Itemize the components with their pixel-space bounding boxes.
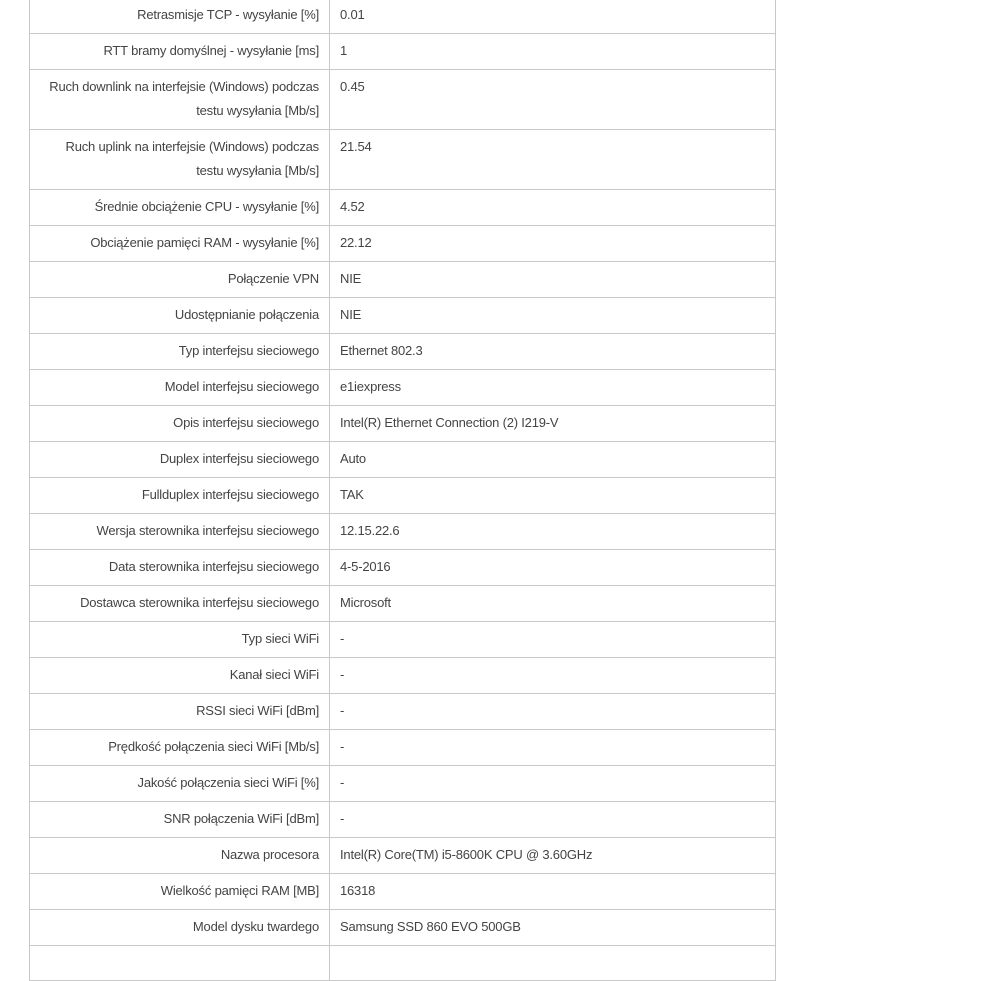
table-row bbox=[30, 406, 776, 442]
table-row bbox=[30, 658, 776, 694]
table-row bbox=[30, 370, 776, 406]
table-row bbox=[30, 334, 776, 370]
row-label: Dostawca sterownika interfejsu sieciowego bbox=[30, 586, 330, 622]
row-value: Auto bbox=[330, 442, 776, 478]
table-row bbox=[30, 190, 776, 226]
table-row bbox=[30, 622, 776, 658]
row-label: Model dysku twardego bbox=[30, 910, 330, 946]
row-label: Typ interfejsu sieciowego bbox=[30, 334, 330, 370]
row-label: Opis interfejsu sieciowego bbox=[30, 406, 330, 442]
results-table-body bbox=[30, 0, 776, 981]
row-label: RSSI sieci WiFi [dBm] bbox=[30, 694, 330, 730]
table-row bbox=[30, 298, 776, 334]
row-value: Ethernet 802.3 bbox=[330, 334, 776, 370]
row-label: Udostępnianie połączenia bbox=[30, 298, 330, 334]
table-row bbox=[30, 442, 776, 478]
table-row bbox=[30, 478, 776, 514]
row-value: NIE bbox=[330, 262, 776, 298]
row-value: 21.54 bbox=[330, 130, 776, 190]
table-row bbox=[30, 910, 776, 946]
table-row bbox=[30, 514, 776, 550]
table-row bbox=[30, 130, 776, 190]
table-row bbox=[30, 226, 776, 262]
row-value: 0.01 bbox=[330, 0, 776, 34]
table-row bbox=[30, 946, 776, 981]
table-row bbox=[30, 766, 776, 802]
table-row bbox=[30, 838, 776, 874]
table-row bbox=[30, 586, 776, 622]
row-value: 4.52 bbox=[330, 190, 776, 226]
row-label: Wersja sterownika interfejsu sieciowego bbox=[30, 514, 330, 550]
row-label: Obciążenie pamięci RAM - wysyłanie [%] bbox=[30, 226, 330, 262]
row-label: Typ sieci WiFi bbox=[30, 622, 330, 658]
row-value: 22.12 bbox=[330, 226, 776, 262]
test-results-table bbox=[29, 0, 776, 981]
row-label: Ruch uplink na interfejsie (Windows) podczas testu wysyłania [Mb/s] bbox=[30, 130, 330, 190]
table-row bbox=[30, 70, 776, 130]
row-value: Intel(R) Core(TM) i5-8600K CPU @ 3.60GHz bbox=[330, 838, 776, 874]
row-label: Fullduplex interfejsu sieciowego bbox=[30, 478, 330, 514]
row-value: 16318 bbox=[330, 874, 776, 910]
row-value: NIE bbox=[330, 298, 776, 334]
row-label: Data sterownika interfejsu sieciowego bbox=[30, 550, 330, 586]
row-value: - bbox=[330, 658, 776, 694]
row-label: Średnie obciążenie CPU - wysyłanie [%] bbox=[30, 190, 330, 226]
table-row bbox=[30, 262, 776, 298]
row-label: Jakość połączenia sieci WiFi [%] bbox=[30, 766, 330, 802]
table-row bbox=[30, 730, 776, 766]
row-value: - bbox=[330, 766, 776, 802]
row-value: Microsoft bbox=[330, 586, 776, 622]
row-label: Ruch downlink na interfejsie (Windows) podczas testu wysyłania [Mb/s] bbox=[30, 70, 330, 130]
table-row bbox=[30, 0, 776, 34]
row-value: Samsung SSD 860 EVO 500GB bbox=[330, 910, 776, 946]
row-value: Intel(R) Ethernet Connection (2) I219-V bbox=[330, 406, 776, 442]
results-table-container bbox=[29, 0, 776, 981]
row-value: TAK bbox=[330, 478, 776, 514]
row-label: Model interfejsu sieciowego bbox=[30, 370, 330, 406]
table-row bbox=[30, 694, 776, 730]
row-value: 4-5-2016 bbox=[330, 550, 776, 586]
row-label bbox=[30, 946, 330, 981]
row-value bbox=[330, 946, 776, 981]
table-row bbox=[30, 550, 776, 586]
row-value: - bbox=[330, 730, 776, 766]
row-label: Retrasmisje TCP - wysyłanie [%] bbox=[30, 0, 330, 34]
row-label: Wielkość pamięci RAM [MB] bbox=[30, 874, 330, 910]
row-value: - bbox=[330, 694, 776, 730]
row-value: - bbox=[330, 802, 776, 838]
row-value: 12.15.22.6 bbox=[330, 514, 776, 550]
row-label: SNR połączenia WiFi [dBm] bbox=[30, 802, 330, 838]
row-label: Nazwa procesora bbox=[30, 838, 330, 874]
table-row bbox=[30, 874, 776, 910]
row-label: RTT bramy domyślnej - wysyłanie [ms] bbox=[30, 34, 330, 70]
row-value: - bbox=[330, 622, 776, 658]
table-row bbox=[30, 34, 776, 70]
row-value: 1 bbox=[330, 34, 776, 70]
table-row bbox=[30, 802, 776, 838]
row-label: Prędkość połączenia sieci WiFi [Mb/s] bbox=[30, 730, 330, 766]
row-label: Kanał sieci WiFi bbox=[30, 658, 330, 694]
row-value: 0.45 bbox=[330, 70, 776, 130]
row-value: e1iexpress bbox=[330, 370, 776, 406]
row-label: Duplex interfejsu sieciowego bbox=[30, 442, 330, 478]
row-label: Połączenie VPN bbox=[30, 262, 330, 298]
